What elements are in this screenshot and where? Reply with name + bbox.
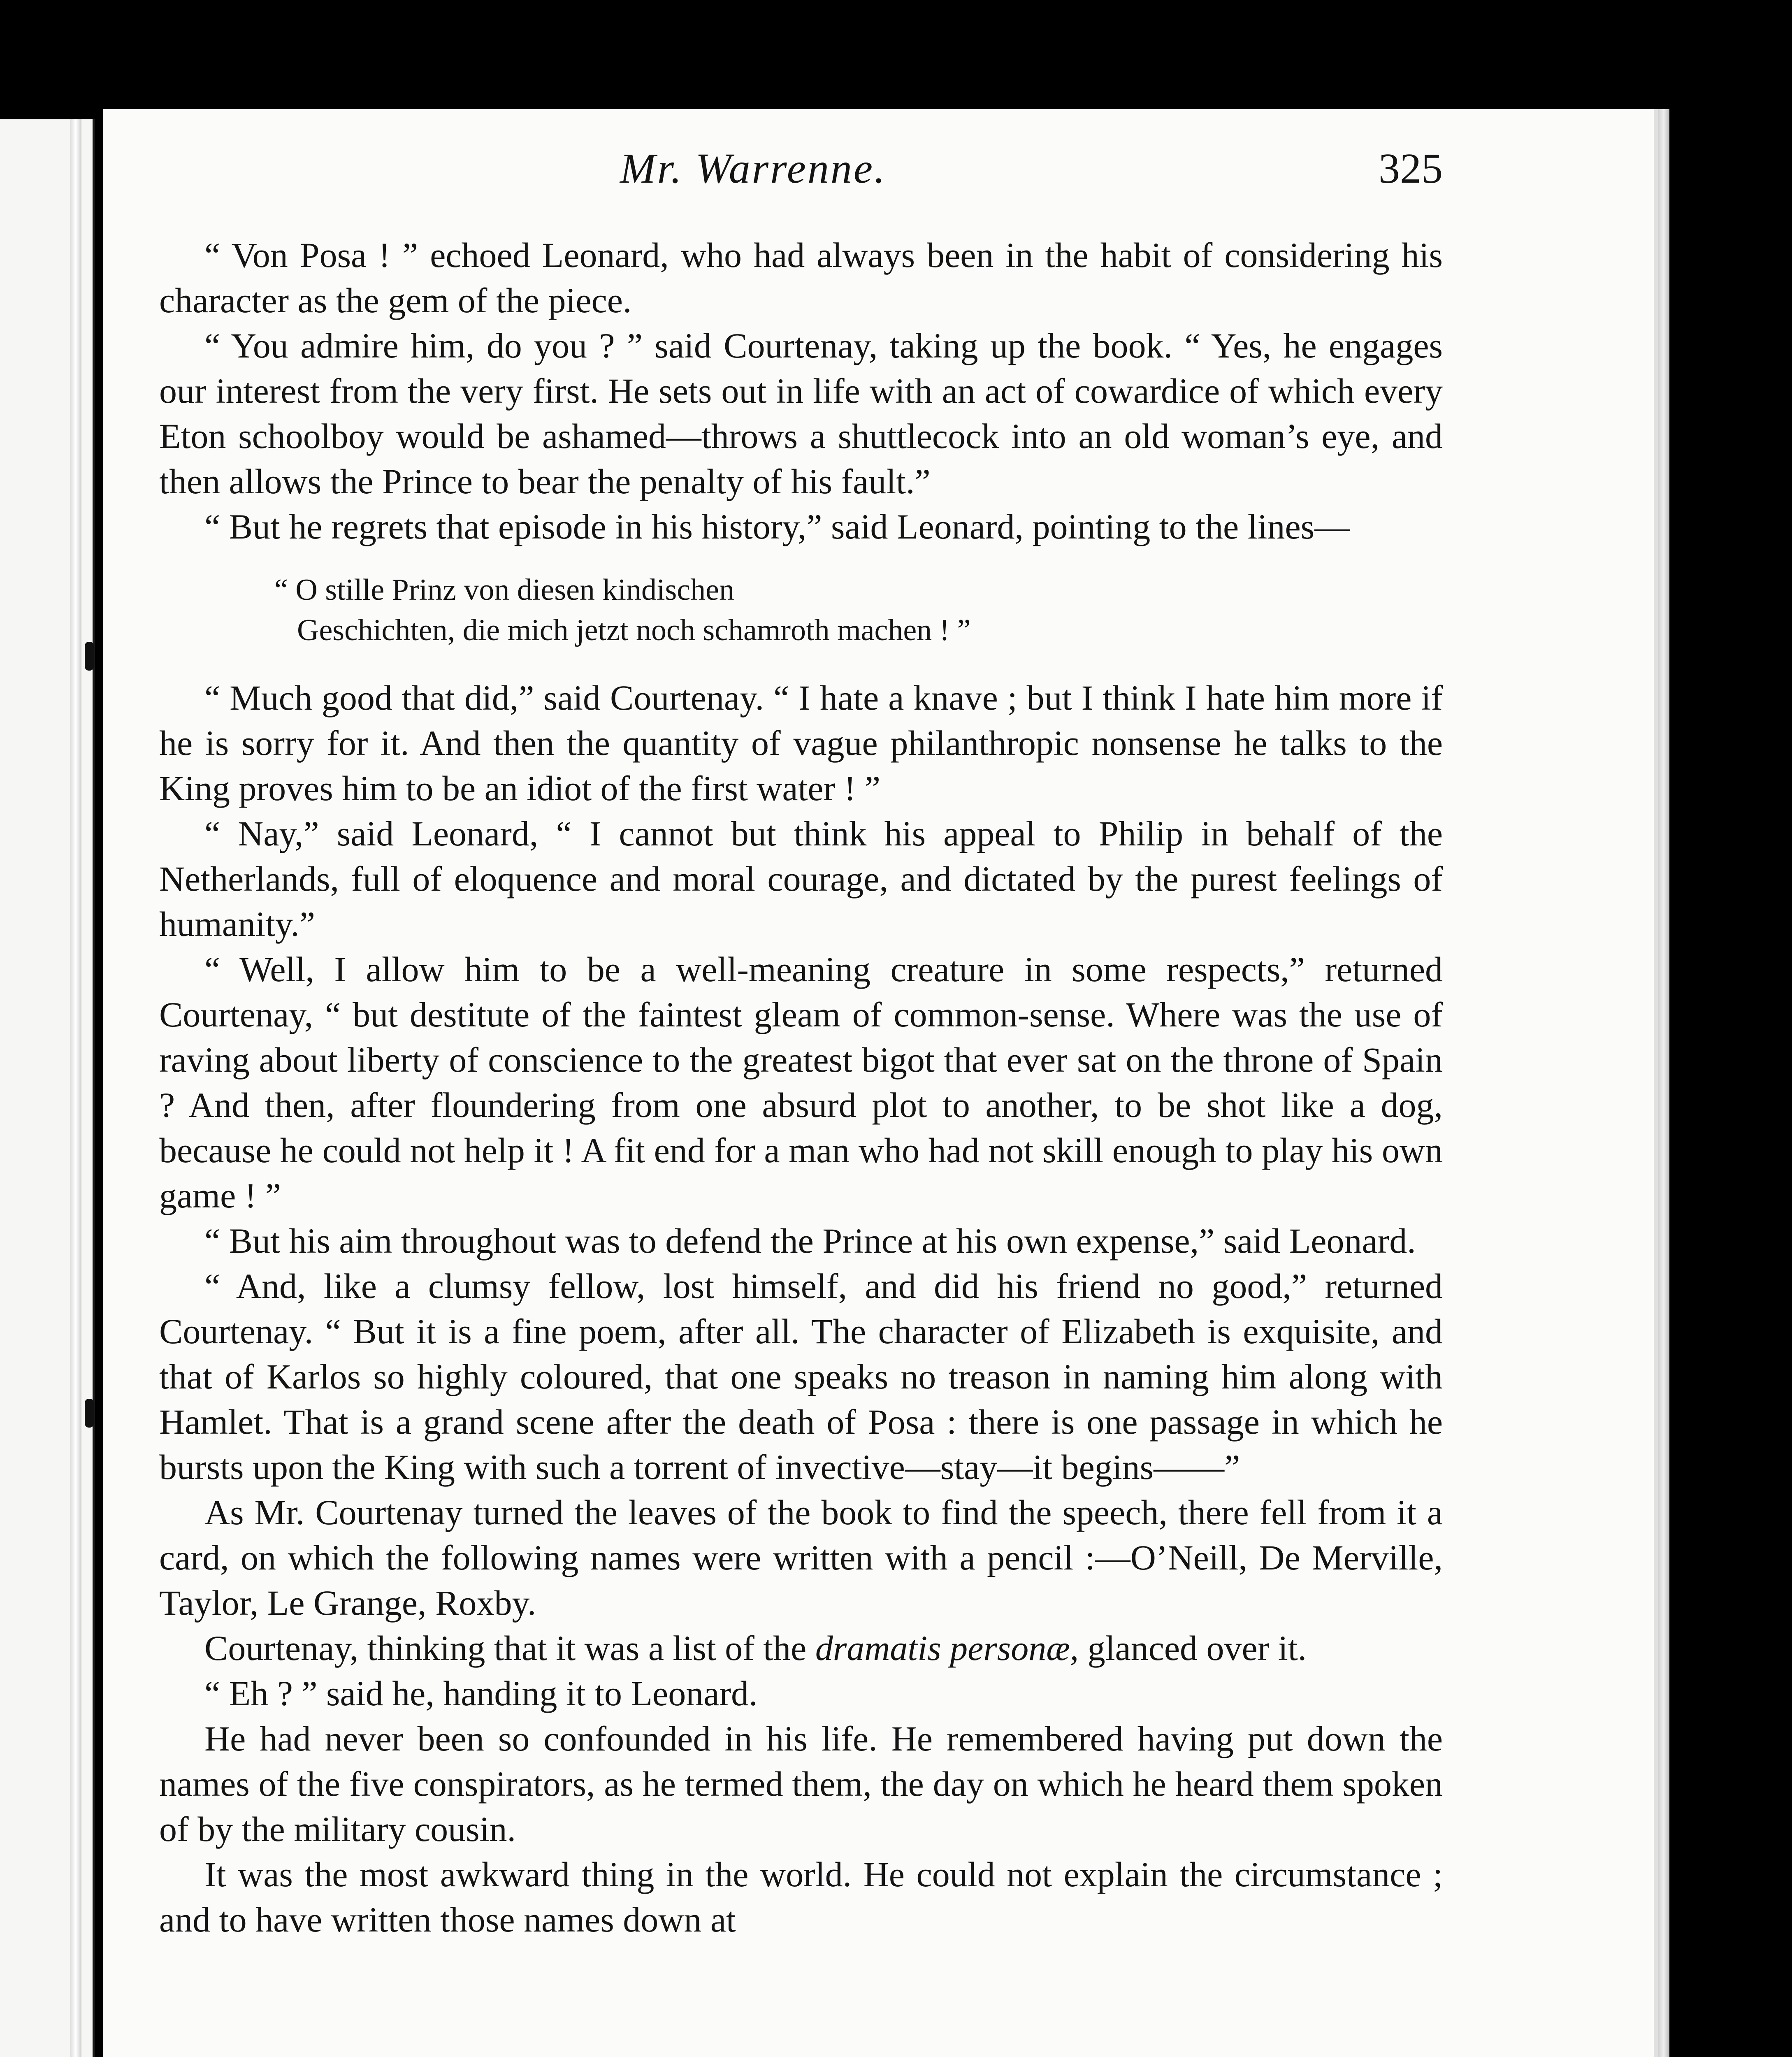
paragraph — [159, 1625, 1443, 1671]
page-edge — [1658, 109, 1669, 2057]
binding-mark — [85, 1399, 94, 1428]
facing-page-edge — [0, 119, 95, 2057]
verse-line: Geschichten, die mich jetzt noch schamroth machen ! ” — [297, 613, 971, 647]
paragraph: “ But his aim throughout was to defend the Prince at his own expense,” said Leonard. — [204, 1221, 1416, 1261]
italic-phrase: dramatis personæ, — [815, 1628, 1079, 1668]
text-block — [159, 146, 1443, 1942]
page-number: 325 — [1379, 145, 1443, 192]
verse-line: “ O stille Prinz von diesen kindischen — [274, 573, 735, 607]
running-head — [159, 146, 1443, 232]
verse-quotation — [159, 570, 1443, 650]
paragraph: “ Well, I allow him to be a well-meaning creature in some respects,” returned Courtenay, “ but destitute of the faintest gleam of common-sense. Where was the use of raving about liberty of conscience to the greatest bigot that ever sat on the throne of Spain ? And then, after floundering from one absurd plot to another, to be shot like a dog, because he could not help it ! A fit end for a man who had not skill enough to play his own game ! ” — [159, 950, 1443, 1215]
paragraph: As Mr. Courtenay turned the leaves of the book to find the speech, there fell from it a card, on which the following names were written with a pencil :—O’Neill, De Merville, Taylor, Le Grange, Roxby. — [159, 1493, 1443, 1623]
facing-page-strip — [70, 119, 81, 2057]
paragraph: “ Von Posa ! ” echoed Leonard, who had always been in the habit of considering his character as the gem of the piece. — [159, 235, 1443, 320]
paragraph: “ And, like a clumsy fellow, lost himself, and did his friend no good,” returned Courtenay. “ But it is a fine poem, after all. The character of Elizabeth is exquisite, and that of Karlos so highly coloured, that one speaks no treason in naming him along with Hamlet. That is a grand scene after the death of Posa : there is one passage in which he bursts upon the King with such a torrent of invective—stay—it begins——” — [159, 1266, 1443, 1487]
running-head-title: Mr. Warrenne. — [620, 145, 887, 192]
paragraph: “ Nay,” said Leonard, “ I cannot but think his appeal to Philip in behalf of the Netherlands, full of eloquence and moral courage, and dictated by the purest feelings of humanity.” — [159, 814, 1443, 944]
paragraph-text: Courtenay, thinking that it was a list of the — [204, 1628, 815, 1668]
paragraph: It was the most awkward thing in the world. He could not explain the circumstance ; and to have written those names down at — [159, 1855, 1443, 1939]
paragraph: “ Eh ? ” said he, handing it to Leonard. — [204, 1674, 758, 1713]
paragraph: “ But he regrets that episode in his history,” said Leonard, pointing to the lines— — [204, 507, 1350, 546]
paragraph: “ You admire him, do you ? ” said Courtenay, taking up the book. “ Yes, he engages our interest from the very first. He sets out in life with an act of cowardice of which every Eton schoolboy would be ashamed—throws a shuttlecock into an old woman’s eye, and then allows the Prince to bear the penalty of his fault.” — [159, 326, 1443, 501]
paragraph-text: glanced over it. — [1079, 1628, 1307, 1668]
binding-mark — [85, 642, 94, 671]
paragraph: “ Much good that did,” said Courtenay. “ I hate a knave ; but I think I hate him more if he is sorry for it. And then the quantity of vague philanthropic nonsense he talks to the King proves him to be an idiot of the first water ! ” — [159, 678, 1443, 808]
paragraph: He had never been so confounded in his life. He remembered having put down the names of the five conspirators, as he termed them, the day on which he heard them spoken of by the military cousin. — [159, 1719, 1443, 1849]
